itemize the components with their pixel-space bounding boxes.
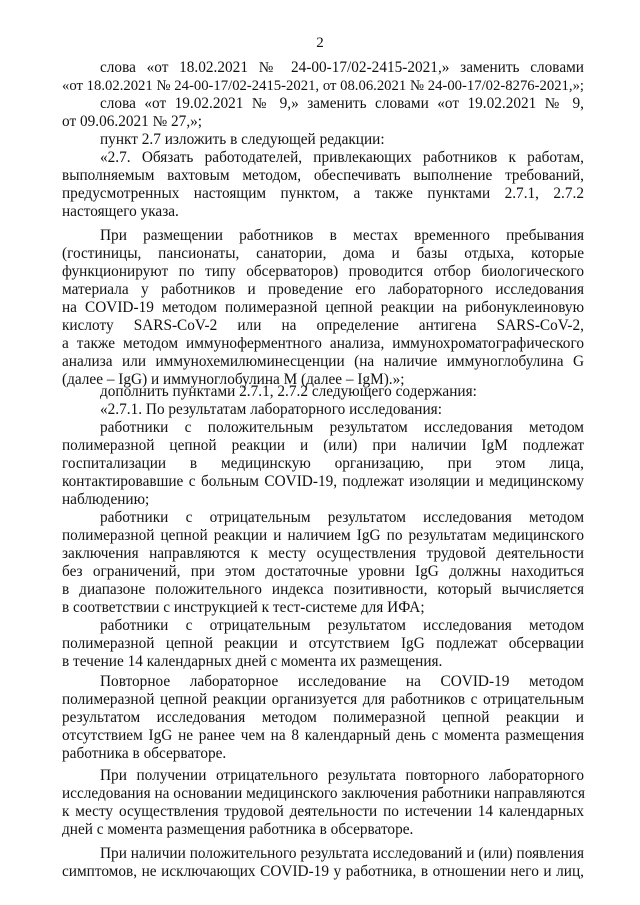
text-line: настоящего указа.	[62, 203, 179, 220]
text-line: предусмотренных настоящим пунктом, а также пунктами 2.7.1, 2.7.2	[62, 185, 584, 202]
text-line: При наличии положительного результата исследований и (или) появления	[100, 845, 584, 862]
text-line: заключения направляются к месту осуществления трудовой деятельности	[62, 545, 584, 562]
text-line: пункт 2.7 изложить в следующей редакции:	[100, 131, 385, 148]
text-line: (далее – IgG) и иммуноглобулина M (далее – IgM).»;	[62, 371, 405, 388]
text-line: на COVID-19 методом полимеразной цепной реакции на рибонуклеиновую	[62, 299, 584, 316]
text-line: госпитализации в медицинскую организацию, при этом лица,	[62, 455, 584, 472]
text-line: работники с положительным результатом исследования методом	[100, 419, 584, 436]
text-line: отсутствием IgG не ранее чем на 8 календарный день с момента размещения	[62, 727, 584, 744]
text-line: кислоту SARS-CoV-2 или на определение антигена SARS-CoV-2,	[62, 317, 584, 334]
text-line: в диапазоне положительного индекса позитивности, который вычисляется	[62, 581, 584, 598]
text-line: При получении отрицательного результата повторного лабораторного	[100, 767, 584, 784]
text-line: «от 18.02.2021 № 24-00-17/02-2415-2021, от 08.06.2021 № 24-00-17/02-8276-2021,»;	[62, 78, 584, 94]
text-line: Повторное лабораторное исследование на COVID-19 методом	[100, 673, 584, 690]
text-line: функционируют по типу обсерваторов) проводится отбор биологического	[62, 263, 584, 280]
text-line: (гостиницы, пансионаты, санатории, дома и базы отдыха, которые	[62, 245, 584, 262]
text-line: При размещении работников в местах временного пребывания	[100, 227, 584, 244]
page-number: 2	[316, 35, 324, 51]
text-line: полимеразной цепной реакции и (или) при наличии IgM подлежат	[62, 437, 584, 454]
text-line: в соответствии с инструкцией к тест-системе для ИФА;	[62, 599, 425, 616]
text-line: полимеразной цепной реакции и наличием IgG по результатам медицинского	[62, 527, 584, 544]
text-line: к месту осуществления трудовой деятельности по истечении 14 календарных	[62, 803, 584, 820]
text-line: а также методом иммуноферментного анализа, иммунохроматографического	[62, 335, 584, 352]
text-line: работника в обсерваторе.	[62, 745, 227, 762]
text-line: «2.7.1. По результатам лабораторного исследования:	[100, 401, 442, 418]
text-line: «2.7. Обязать работодателей, привлекающих работников к работам,	[100, 149, 584, 166]
text-line: анализа или иммунохемилюминесценции (на наличие иммуноглобулина G	[62, 353, 584, 370]
text-line: выполняемым вахтовым методом, обеспечивать выполнение требований,	[62, 167, 584, 184]
text-line: симптомов, не исключающих COVID-19 у работника, в отношении него и лиц,	[62, 863, 584, 880]
text-line: в течение 14 календарных дней с момента их размещения.	[62, 653, 443, 670]
text-line: слова «от 19.02.2021 № 9,» заменить словами «от 19.02.2021 № 9,	[100, 95, 584, 112]
text-line: работники с отрицательным результатом исследования методом	[100, 617, 584, 634]
text-line: дополнить пунктами 2.7.1, 2.7.2 следующего содержания:	[100, 383, 477, 400]
text-line: дней с момента размещения работника в обсерваторе.	[62, 821, 414, 838]
text-line: полимеразной цепной реакции и отсутствием IgG подлежат обсервации	[62, 635, 584, 652]
text-line: без ограничений, при этом достаточные уровни IgG должны находиться	[62, 563, 584, 580]
text-line: полимеразной цепной реакции организуется для работников с отрицательным	[62, 691, 584, 708]
text-line: контактировавшие с больным COVID-19, подлежат изоляции и медицинскому	[62, 473, 584, 490]
text-line: материала у работников и проведение его лабораторного исследования	[62, 281, 584, 298]
text-line: исследования на основании медицинского заключения работники направляются	[62, 785, 585, 802]
text-line: результатом исследования методом полимеразной цепной реакции и	[62, 709, 584, 726]
text-line: наблюдению;	[62, 491, 150, 508]
text-line: от 09.06.2021 № 27,»;	[62, 113, 203, 130]
text-line: работники с отрицательным результатом исследования методом	[100, 509, 584, 526]
text-line: слова «от 18.02.2021 № 24-00-17/02-2415-2021,» заменить словами	[100, 59, 584, 76]
